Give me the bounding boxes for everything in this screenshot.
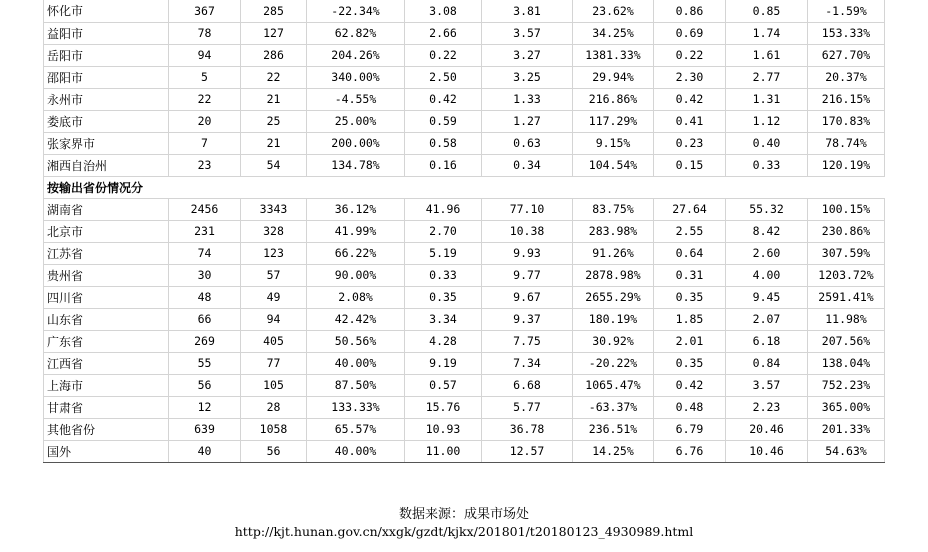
- value-cell: -22.34%: [307, 0, 405, 22]
- value-cell: 36.12%: [307, 198, 405, 220]
- value-cell: 9.93: [482, 242, 573, 264]
- value-cell: 74: [169, 242, 241, 264]
- value-cell: 627.70%: [808, 44, 885, 66]
- value-cell: 231: [169, 220, 241, 242]
- value-cell: 49: [241, 286, 307, 308]
- value-cell: 23: [169, 154, 241, 176]
- value-cell: 25: [241, 110, 307, 132]
- value-cell: 0.86: [654, 0, 726, 22]
- value-cell: 3.81: [482, 0, 573, 22]
- value-cell: 40.00%: [307, 440, 405, 462]
- row-label-cell: 岳阳市: [44, 44, 169, 66]
- value-cell: 10.38: [482, 220, 573, 242]
- value-cell: 22: [169, 88, 241, 110]
- value-cell: 0.35: [654, 286, 726, 308]
- source-url: http://kjt.hunan.gov.cn/xxgk/gzdt/kjkx/201801/t20180123_4930989.html: [234, 524, 694, 539]
- value-cell: 30.92%: [573, 330, 654, 352]
- value-cell: 639: [169, 418, 241, 440]
- row-label-cell: 广东省: [44, 330, 169, 352]
- value-cell: 2878.98%: [573, 264, 654, 286]
- table-row: [44, 264, 885, 286]
- value-cell: 34.25%: [573, 22, 654, 44]
- value-cell: 4.00: [726, 264, 808, 286]
- table-row: [44, 440, 885, 462]
- table-row: [44, 132, 885, 154]
- value-cell: 0.63: [482, 132, 573, 154]
- value-cell: 0.35: [654, 352, 726, 374]
- value-cell: 138.04%: [808, 352, 885, 374]
- value-cell: 57: [241, 264, 307, 286]
- value-cell: 9.19: [405, 352, 482, 374]
- value-cell: 50.56%: [307, 330, 405, 352]
- value-cell: 2.66: [405, 22, 482, 44]
- value-cell: 2.77: [726, 66, 808, 88]
- value-cell: 20.37%: [808, 66, 885, 88]
- value-cell: 65.57%: [307, 418, 405, 440]
- value-cell: 123: [241, 242, 307, 264]
- row-label-cell: 国外: [44, 440, 169, 462]
- value-cell: 10.93: [405, 418, 482, 440]
- value-cell: -63.37%: [573, 396, 654, 418]
- row-label-cell: 甘肃省: [44, 396, 169, 418]
- value-cell: 77.10: [482, 198, 573, 220]
- value-cell: 153.33%: [808, 22, 885, 44]
- value-cell: 0.22: [405, 44, 482, 66]
- value-cell: 2.01: [654, 330, 726, 352]
- value-cell: 1.61: [726, 44, 808, 66]
- value-cell: 328: [241, 220, 307, 242]
- row-label-cell: 其他省份: [44, 418, 169, 440]
- value-cell: 1058: [241, 418, 307, 440]
- value-cell: 285: [241, 0, 307, 22]
- value-cell: 5: [169, 66, 241, 88]
- value-cell: 29.94%: [573, 66, 654, 88]
- value-cell: 180.19%: [573, 308, 654, 330]
- value-cell: 3.57: [482, 22, 573, 44]
- value-cell: 367: [169, 0, 241, 22]
- table-row: [44, 418, 885, 440]
- value-cell: 94: [241, 308, 307, 330]
- value-cell: 0.15: [654, 154, 726, 176]
- value-cell: 1.31: [726, 88, 808, 110]
- value-cell: 207.56%: [808, 330, 885, 352]
- value-cell: 78.74%: [808, 132, 885, 154]
- value-cell: 0.35: [405, 286, 482, 308]
- value-cell: 2.55: [654, 220, 726, 242]
- value-cell: 78: [169, 22, 241, 44]
- value-cell: 0.34: [482, 154, 573, 176]
- value-cell: 0.59: [405, 110, 482, 132]
- value-cell: 0.40: [726, 132, 808, 154]
- value-cell: 54: [241, 154, 307, 176]
- value-cell: 236.51%: [573, 418, 654, 440]
- value-cell: 365.00%: [808, 396, 885, 418]
- value-cell: -20.22%: [573, 352, 654, 374]
- value-cell: 12.57: [482, 440, 573, 462]
- value-cell: -4.55%: [307, 88, 405, 110]
- value-cell: 1381.33%: [573, 44, 654, 66]
- section-header-row: [44, 176, 885, 198]
- value-cell: 104.54%: [573, 154, 654, 176]
- value-cell: 27.64: [654, 198, 726, 220]
- value-cell: 2.70: [405, 220, 482, 242]
- value-cell: 2591.41%: [808, 286, 885, 308]
- data-source-note: 数据来源：成果市场处: [398, 507, 529, 522]
- value-cell: 90.00%: [307, 264, 405, 286]
- value-cell: 41.99%: [307, 220, 405, 242]
- value-cell: 11.00: [405, 440, 482, 462]
- value-cell: 0.42: [405, 88, 482, 110]
- row-label-cell: 江西省: [44, 352, 169, 374]
- value-cell: 66.22%: [307, 242, 405, 264]
- value-cell: 204.26%: [307, 44, 405, 66]
- row-label-cell: 北京市: [44, 220, 169, 242]
- value-cell: 9.37: [482, 308, 573, 330]
- value-cell: 22: [241, 66, 307, 88]
- statistics-table-container: [43, 0, 884, 463]
- value-cell: 91.26%: [573, 242, 654, 264]
- value-cell: 0.69: [654, 22, 726, 44]
- value-cell: 0.42: [654, 88, 726, 110]
- value-cell: 133.33%: [307, 396, 405, 418]
- table-row: [44, 198, 885, 220]
- value-cell: 0.23: [654, 132, 726, 154]
- statistics-table: [43, 0, 885, 463]
- value-cell: 40: [169, 440, 241, 462]
- value-cell: 10.46: [726, 440, 808, 462]
- value-cell: 127: [241, 22, 307, 44]
- value-cell: 48: [169, 286, 241, 308]
- value-cell: 2.60: [726, 242, 808, 264]
- value-cell: 2655.29%: [573, 286, 654, 308]
- value-cell: 25.00%: [307, 110, 405, 132]
- value-cell: 20.46: [726, 418, 808, 440]
- value-cell: 9.15%: [573, 132, 654, 154]
- value-cell: 5.77: [482, 396, 573, 418]
- value-cell: 2.07: [726, 308, 808, 330]
- table-row: [44, 0, 885, 22]
- value-cell: 752.23%: [808, 374, 885, 396]
- value-cell: 55.32: [726, 198, 808, 220]
- value-cell: 21: [241, 132, 307, 154]
- value-cell: 100.15%: [808, 198, 885, 220]
- table-row: [44, 352, 885, 374]
- value-cell: 54.63%: [808, 440, 885, 462]
- table-row: [44, 154, 885, 176]
- value-cell: 1.12: [726, 110, 808, 132]
- row-label-cell: 贵州省: [44, 264, 169, 286]
- value-cell: 3.57: [726, 374, 808, 396]
- row-label-cell: 江苏省: [44, 242, 169, 264]
- value-cell: 200.00%: [307, 132, 405, 154]
- value-cell: 0.33: [726, 154, 808, 176]
- table-row: [44, 22, 885, 44]
- value-cell: 170.83%: [808, 110, 885, 132]
- value-cell: 0.48: [654, 396, 726, 418]
- value-cell: 41.96: [405, 198, 482, 220]
- value-cell: 6.76: [654, 440, 726, 462]
- value-cell: 201.33%: [808, 418, 885, 440]
- table-row: [44, 374, 885, 396]
- row-label-cell: 山东省: [44, 308, 169, 330]
- value-cell: 0.31: [654, 264, 726, 286]
- value-cell: 7.75: [482, 330, 573, 352]
- value-cell: 15.76: [405, 396, 482, 418]
- value-cell: 3.25: [482, 66, 573, 88]
- value-cell: 0.33: [405, 264, 482, 286]
- value-cell: 20: [169, 110, 241, 132]
- value-cell: 5.19: [405, 242, 482, 264]
- value-cell: 340.00%: [307, 66, 405, 88]
- table-row: [44, 396, 885, 418]
- value-cell: 77: [241, 352, 307, 374]
- row-label-cell: 怀化市: [44, 0, 169, 22]
- value-cell: -1.59%: [808, 0, 885, 22]
- value-cell: 0.16: [405, 154, 482, 176]
- row-label-cell: 益阳市: [44, 22, 169, 44]
- row-label-cell: 四川省: [44, 286, 169, 308]
- value-cell: 117.29%: [573, 110, 654, 132]
- row-label-cell: 湘西自治州: [44, 154, 169, 176]
- value-cell: 21: [241, 88, 307, 110]
- table-row: [44, 44, 885, 66]
- value-cell: 1.85: [654, 308, 726, 330]
- value-cell: 307.59%: [808, 242, 885, 264]
- value-cell: 66: [169, 308, 241, 330]
- value-cell: 0.85: [726, 0, 808, 22]
- value-cell: 9.45: [726, 286, 808, 308]
- row-label-cell: 永州市: [44, 88, 169, 110]
- value-cell: 3.08: [405, 0, 482, 22]
- table-row: [44, 110, 885, 132]
- value-cell: 0.84: [726, 352, 808, 374]
- value-cell: 8.42: [726, 220, 808, 242]
- row-label-cell: 张家界市: [44, 132, 169, 154]
- row-label-cell: 邵阳市: [44, 66, 169, 88]
- row-label-cell: 娄底市: [44, 110, 169, 132]
- value-cell: 30: [169, 264, 241, 286]
- value-cell: 1.74: [726, 22, 808, 44]
- value-cell: 269: [169, 330, 241, 352]
- value-cell: 83.75%: [573, 198, 654, 220]
- value-cell: 7: [169, 132, 241, 154]
- table-row: [44, 286, 885, 308]
- table-row: [44, 308, 885, 330]
- value-cell: 0.41: [654, 110, 726, 132]
- table-row: [44, 66, 885, 88]
- value-cell: 7.34: [482, 352, 573, 374]
- table-row: [44, 242, 885, 264]
- value-cell: 0.58: [405, 132, 482, 154]
- value-cell: 11.98%: [808, 308, 885, 330]
- value-cell: 14.25%: [573, 440, 654, 462]
- value-cell: 105: [241, 374, 307, 396]
- value-cell: 0.64: [654, 242, 726, 264]
- value-cell: 6.18: [726, 330, 808, 352]
- value-cell: 134.78%: [307, 154, 405, 176]
- value-cell: 4.28: [405, 330, 482, 352]
- value-cell: 9.77: [482, 264, 573, 286]
- value-cell: 3.27: [482, 44, 573, 66]
- value-cell: 23.62%: [573, 0, 654, 22]
- value-cell: 2.23: [726, 396, 808, 418]
- value-cell: 216.15%: [808, 88, 885, 110]
- value-cell: 40.00%: [307, 352, 405, 374]
- value-cell: 2456: [169, 198, 241, 220]
- value-cell: 36.78: [482, 418, 573, 440]
- value-cell: 42.42%: [307, 308, 405, 330]
- value-cell: 0.22: [654, 44, 726, 66]
- value-cell: 230.86%: [808, 220, 885, 242]
- value-cell: 1203.72%: [808, 264, 885, 286]
- value-cell: 56: [169, 374, 241, 396]
- value-cell: 28: [241, 396, 307, 418]
- value-cell: 0.57: [405, 374, 482, 396]
- value-cell: 1065.47%: [573, 374, 654, 396]
- value-cell: 56: [241, 440, 307, 462]
- value-cell: 94: [169, 44, 241, 66]
- value-cell: 283.98%: [573, 220, 654, 242]
- value-cell: 2.08%: [307, 286, 405, 308]
- table-row: [44, 88, 885, 110]
- value-cell: 3.34: [405, 308, 482, 330]
- value-cell: 3343: [241, 198, 307, 220]
- value-cell: 1.33: [482, 88, 573, 110]
- value-cell: 2.50: [405, 66, 482, 88]
- value-cell: 62.82%: [307, 22, 405, 44]
- section-title: 按输出省份情况分: [44, 176, 885, 198]
- value-cell: 9.67: [482, 286, 573, 308]
- value-cell: 0.42: [654, 374, 726, 396]
- value-cell: 286: [241, 44, 307, 66]
- value-cell: 87.50%: [307, 374, 405, 396]
- value-cell: 6.79: [654, 418, 726, 440]
- value-cell: 2.30: [654, 66, 726, 88]
- value-cell: 1.27: [482, 110, 573, 132]
- value-cell: 216.86%: [573, 88, 654, 110]
- value-cell: 6.68: [482, 374, 573, 396]
- row-label-cell: 上海市: [44, 374, 169, 396]
- table-row: [44, 330, 885, 352]
- value-cell: 55: [169, 352, 241, 374]
- value-cell: 405: [241, 330, 307, 352]
- value-cell: 12: [169, 396, 241, 418]
- value-cell: 120.19%: [808, 154, 885, 176]
- table-row: [44, 220, 885, 242]
- row-label-cell: 湖南省: [44, 198, 169, 220]
